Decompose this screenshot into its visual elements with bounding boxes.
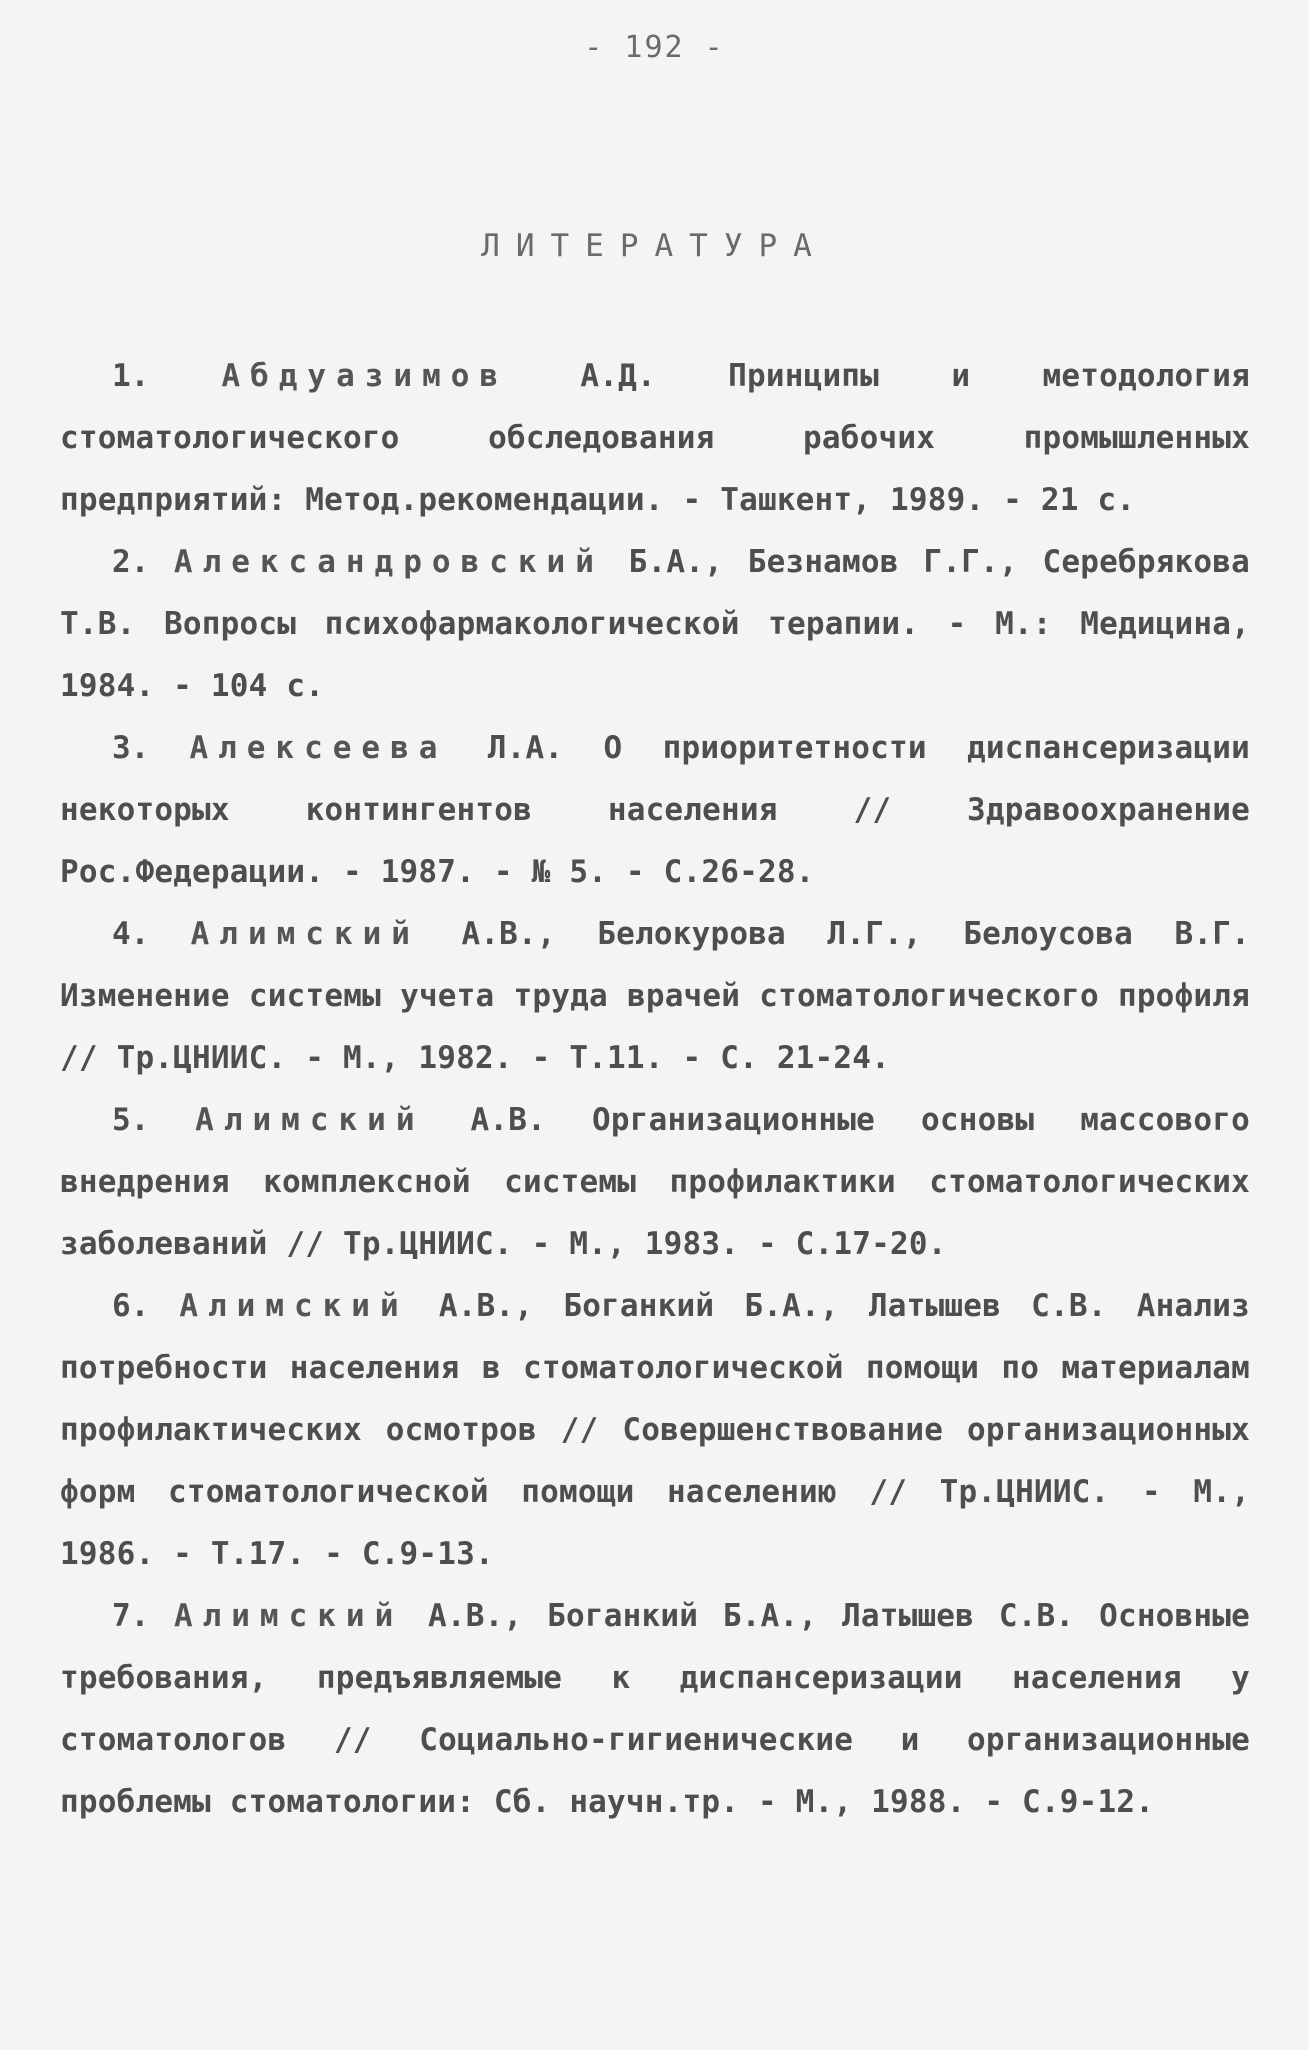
reference-item bbox=[60, 717, 1250, 903]
reference-number: 2. bbox=[112, 544, 150, 580]
page-number: - 192 - bbox=[584, 30, 725, 65]
reference-author: Алимский bbox=[195, 1102, 425, 1138]
reference-item bbox=[60, 903, 1250, 1089]
reference-number: 3. bbox=[112, 730, 150, 766]
reference-text: А.В., Боганкий Б.А., Латышев С.В. Основные требования, предъявляемые к диспансеризации населения у стоматологов // Социально-гигиенические и организационные проблемы стоматологии: Сб. научн.тр. - М., 1988. - С.9-12. bbox=[60, 1598, 1250, 1820]
reference-list bbox=[60, 345, 1250, 1833]
reference-item bbox=[60, 531, 1250, 717]
reference-text: А.Д. Принципы и методология стоматологического обследования рабочих промышленных предприятий: Метод.рекомендации. - Ташкент, 1989. - 21 с. bbox=[60, 358, 1250, 518]
reference-author: Александровский bbox=[173, 544, 604, 580]
reference-text: А.В., Белокурова Л.Г., Белоусова В.Г. Изменение системы учета труда врачей стоматологического профиля // Тр.ЦНИИС. - М., 1982. - Т.11. - С. 21-24. bbox=[60, 916, 1250, 1076]
reference-author: Абдуазимов bbox=[221, 358, 509, 394]
reference-author: Алимский bbox=[190, 916, 420, 952]
reference-number: 7. bbox=[112, 1598, 150, 1634]
reference-number: 5. bbox=[112, 1102, 150, 1138]
page-title: ЛИТЕРАТУРА bbox=[481, 228, 828, 264]
reference-item bbox=[60, 345, 1250, 531]
reference-number: 4. bbox=[112, 916, 150, 952]
reference-text: Б.А., Безнамов Г.Г., Серебрякова Т.В. Вопросы психофармакологической терапии. - М.: Медицина, 1984. - 104 с. bbox=[60, 544, 1250, 704]
reference-number: 6. bbox=[112, 1288, 150, 1324]
reference-text: А.В., Боганкий Б.А., Латышев С.В. Анализ потребности населения в стоматологической помощи по материалам профилактических осмотров // Совершенствование организационных форм стоматологической помощи населению // Тр.ЦНИИС. - М., 1986. - Т.17. - С.9-13. bbox=[60, 1288, 1250, 1572]
reference-item bbox=[60, 1275, 1250, 1585]
reference-author: Алексеева bbox=[189, 730, 448, 766]
reference-number: 1. bbox=[112, 358, 150, 394]
reference-author: Алимский bbox=[173, 1598, 404, 1634]
reference-item bbox=[60, 1089, 1250, 1275]
reference-text: А.В. Организационные основы массового внедрения комплексной системы профилактики стоматологических заболеваний // Тр.ЦНИИС. - М., 1983. - С.17-20. bbox=[60, 1102, 1250, 1262]
reference-item bbox=[60, 1585, 1250, 1833]
reference-text: Л.А. О приоритетности диспансеризации некоторых контингентов населения // Здравоохранение Рос.Федерации. - 1987. - № 5. - С.26-28. bbox=[60, 730, 1250, 890]
reference-author: Алимский bbox=[179, 1288, 409, 1324]
